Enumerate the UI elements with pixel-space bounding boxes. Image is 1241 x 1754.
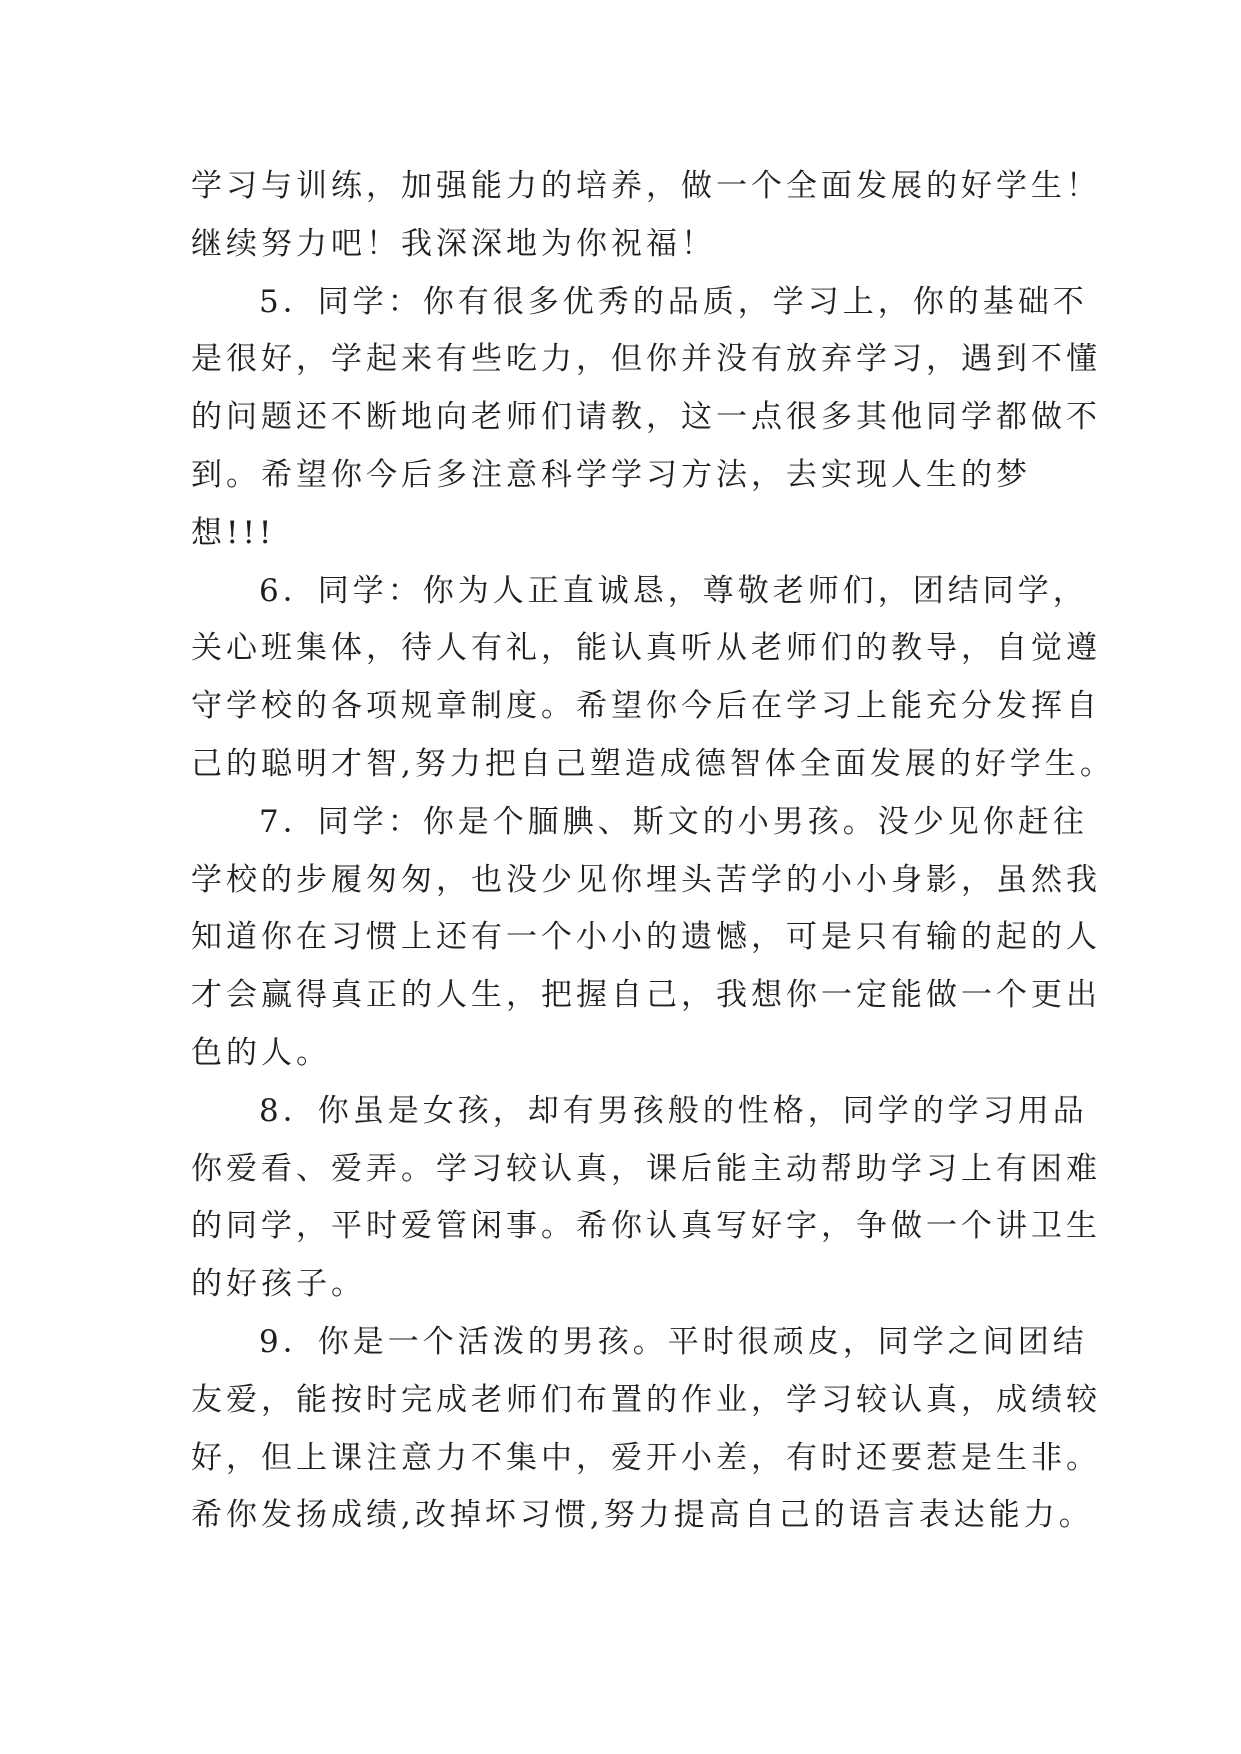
text-line: 才会赢得真正的人生，把握自己，我想你一定能做一个更出 [191,977,1101,1014]
paragraph-start-9: 9．你是一个活泼的男孩。平时很顽皮，同学之间团结 [259,1323,1088,1360]
text-line: 知道你在习惯上还有一个小小的遗憾，可是只有输的起的人 [191,919,1101,956]
text-line: 色的人。 [191,1034,331,1071]
text-line: 的问题还不断地向老师们请教，这一点很多其他同学都做不 [191,399,1101,436]
text-line: 想!!! [191,514,276,551]
text-line: 的同学，平时爱管闲事。希你认真写好字，争做一个讲卫生 [191,1208,1101,1245]
text-line: 到。希望你今后多注意科学学习方法，去实现人生的梦 [191,456,1031,493]
paragraph-start-8: 8．你虽是女孩，却有男孩般的性格，同学的学习用品 [259,1092,1088,1129]
text-line: 守学校的各项规章制度。希望你今后在学习上能充分发挥自 [191,688,1101,725]
text-line: 好，但上课注意力不集中，爱开小差，有时还要惹是生非。 [191,1439,1101,1476]
text-line: 学习与训练，加强能力的培养，做一个全面发展的好学生！ [191,168,1101,204]
paragraph-start-7: 7．同学：你是个腼腆、斯文的小男孩。没少见你赶往 [259,803,1088,840]
text-line: 是很好，学起来有些吃力，但你并没有放弃学习，遇到不懂 [191,341,1101,378]
text-line: 继续努力吧！我深深地为你祝福！ [191,225,716,262]
text-line: 学校的步履匆匆，也没少见你埋头苦学的小小身影，虽然我 [191,861,1101,898]
paragraph-start-6: 6．同学：你为人正直诚恳，尊敬老师们，团结同学， [259,572,1088,609]
text-line: 关心班集体，待人有礼，能认真听从老师们的教导，自觉遵 [191,630,1101,667]
paragraph-start-5: 5．同学：你有很多优秀的品质，学习上，你的基础不 [259,283,1088,320]
text-line: 己的聪明才智,努力把自己塑造成德智体全面发展的好学生。 [191,745,1115,782]
document-page [191,158,1115,1545]
text-line: 友爱，能按时完成老师们布置的作业，学习较认真，成绩较 [191,1381,1101,1418]
text-line: 希你发扬成绩,改掉坏习惯,努力提高自己的语言表达能力。 [191,1497,1094,1534]
text-line: 你爱看、爱弄。学习较认真，课后能主动帮助学习上有困难 [191,1150,1101,1187]
text-line: 的好孩子。 [191,1266,366,1303]
